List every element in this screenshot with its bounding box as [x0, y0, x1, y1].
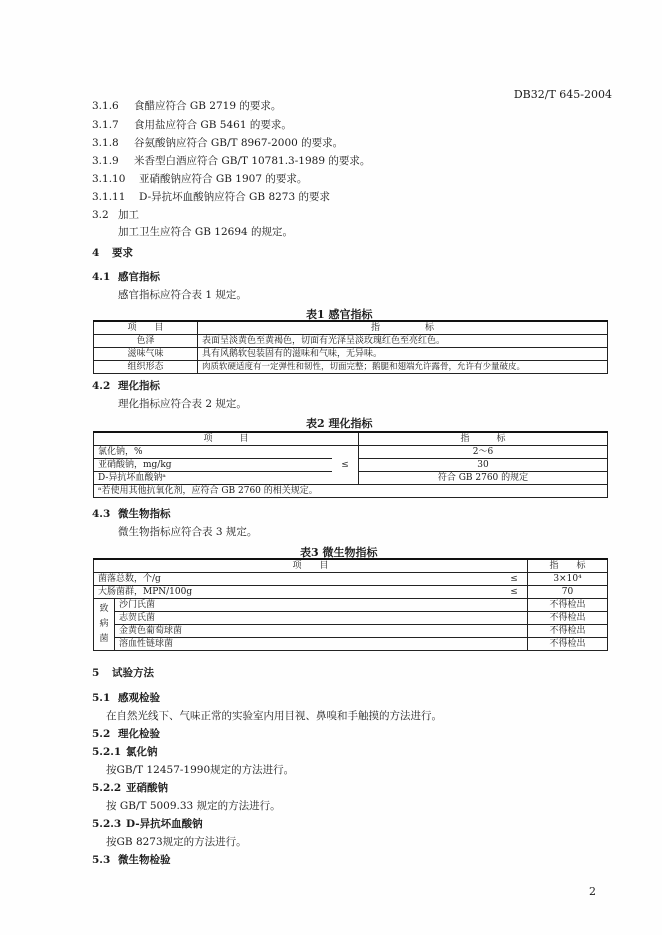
clause-3-1-10: 3.1.10 亚硝酸钠应符合 GB 1907 的要求。	[92, 173, 308, 185]
section-5-2-2-body: 按 GB/T 5009.33 规定的方法进行。	[106, 800, 281, 812]
table-row	[94, 638, 608, 651]
section-3-2-heading: 3.2 加工	[92, 209, 139, 221]
table-cell: D-异抗坏血酸钠ᵃ	[94, 472, 333, 485]
section-5-2-2-heading: 5.2.2 亚硝酸钠	[92, 782, 168, 794]
table-cell: 溶血性链球菌	[115, 638, 528, 651]
table-2	[93, 431, 608, 498]
table-row	[94, 432, 608, 446]
table-1-header-index: 指 标	[198, 321, 608, 335]
section-3-2-body: 加工卫生应符合 GB 12694 的规定。	[118, 226, 294, 238]
section-4-heading: 4 要求	[92, 247, 133, 259]
table-row	[94, 573, 608, 586]
table-cell: 3×10⁴	[528, 573, 608, 586]
table-row	[94, 586, 608, 599]
table-cell: 表面呈淡黄色至黄褐色，切面有光泽呈淡玫瑰红色至亮红色。	[198, 335, 608, 348]
section-4-2-heading: 4.2 理化指标	[92, 380, 160, 392]
section-5-heading: 5 试验方法	[92, 667, 154, 679]
page-number: 2	[589, 885, 596, 898]
table-3-header-item: 项 目	[94, 559, 528, 573]
le-symbol: ≤	[332, 446, 359, 485]
section-5-2-1-heading: 5.2.1 氯化钠	[92, 746, 158, 758]
section-5-2-3-heading: 5.2.3 D-异抗坏血酸钠	[92, 818, 203, 830]
clause-3-1-9: 3.1.9 米香型白酒应符合 GB/T 10781.3-1989 的要求。	[92, 155, 371, 167]
section-5-2-1-body: 按GB/T 12457-1990规定的方法进行。	[106, 764, 295, 776]
table-cell: 沙门氏菌	[115, 599, 528, 612]
table-row	[94, 335, 608, 348]
table-row	[94, 361, 608, 374]
section-4-2-body: 理化指标应符合表 2 规定。	[118, 398, 247, 410]
table-cell: 滋味气味	[94, 348, 198, 361]
table-cell: 金黄色葡萄球菌	[115, 625, 528, 638]
table-cell: 组织形态	[94, 361, 198, 374]
table-cell: 不得检出	[528, 612, 608, 625]
table-cell: 色泽	[94, 335, 198, 348]
section-4-3-heading: 4.3 微生物指标	[92, 508, 171, 520]
table-cell: 菌落总数，个/g	[94, 573, 502, 586]
clause-3-1-6: 3.1.6 食醋应符合 GB 2719 的要求。	[92, 100, 282, 112]
table-cell: 氯化钠，%	[94, 446, 333, 459]
table-cell: 亚硝酸钠，mg/kg	[94, 459, 333, 472]
table-3-caption: 表3 微生物指标	[300, 546, 378, 559]
table-cell: 70	[528, 586, 608, 599]
section-5-2-3-body: 按GB 8273规定的方法进行。	[106, 836, 247, 848]
table-3-header-index: 指 标	[528, 559, 608, 573]
table-3	[93, 558, 608, 651]
table-cell: 志贺氏菌	[115, 612, 528, 625]
table-row	[94, 599, 608, 612]
pathogen-label: 致 病 菌	[94, 599, 115, 651]
table-2-footnote: ᵃ若使用其他抗氧化剂，应符合 GB 2760 的相关规定。	[94, 485, 608, 498]
clause-3-1-8: 3.1.8 谷氨酸钠应符合 GB/T 8967-2000 的要求。	[92, 137, 344, 149]
le-symbol: ≤	[501, 573, 528, 586]
table-cell: 具有风鹅软包装固有的滋味和气味，无异味。	[198, 348, 608, 361]
clause-3-1-11: 3.1.11 D-异抗坏血酸钠应符合 GB 8273 的要求	[92, 191, 330, 203]
clause-3-1-7: 3.1.7 食用盐应符合 GB 5461 的要求。	[92, 119, 292, 131]
table-2-caption: 表2 理化指标	[306, 417, 373, 430]
table-row	[94, 348, 608, 361]
table-cell: 不得检出	[528, 625, 608, 638]
table-row	[94, 446, 608, 459]
section-5-1-body: 在自然光线下、气味正常的实验室内用目视、鼻嗅和手触摸的方法进行。	[106, 710, 442, 722]
table-2-header-item: 项 目	[94, 432, 359, 446]
table-2-header-index: 指 标	[359, 432, 608, 446]
section-5-1-heading: 5.1 感观检验	[92, 692, 160, 704]
table-row	[94, 321, 608, 335]
section-5-2-heading: 5.2 理化检验	[92, 728, 160, 740]
table-1	[93, 320, 608, 374]
table-row	[94, 485, 608, 498]
le-symbol: ≤	[501, 586, 528, 599]
table-cell: 2～6	[359, 446, 608, 459]
table-cell: 符合 GB 2760 的规定	[359, 472, 608, 485]
section-4-3-body: 微生物指标应符合表 3 规定。	[118, 526, 258, 538]
table-row	[94, 559, 608, 573]
table-cell: 30	[359, 459, 608, 472]
table-1-header-item: 项 目	[94, 321, 198, 335]
section-5-3-heading: 5.3 微生物检验	[92, 854, 171, 866]
table-cell: 不得检出	[528, 599, 608, 612]
table-cell: 肉质软硬适度有一定弹性和韧性，切面完整；鹅腿和翅端允许露骨，允许有少量破皮。	[198, 361, 608, 374]
table-cell: 大肠菌群，MPN/100g	[94, 586, 502, 599]
table-1-caption: 表1 感官指标	[306, 308, 373, 321]
table-row	[94, 612, 608, 625]
section-4-1-body: 感官指标应符合表 1 规定。	[118, 289, 247, 301]
table-cell: 不得检出	[528, 638, 608, 651]
document-code: DB32/T 645-2004	[513, 88, 612, 101]
section-4-1-heading: 4.1 感官指标	[92, 271, 160, 283]
table-row	[94, 625, 608, 638]
